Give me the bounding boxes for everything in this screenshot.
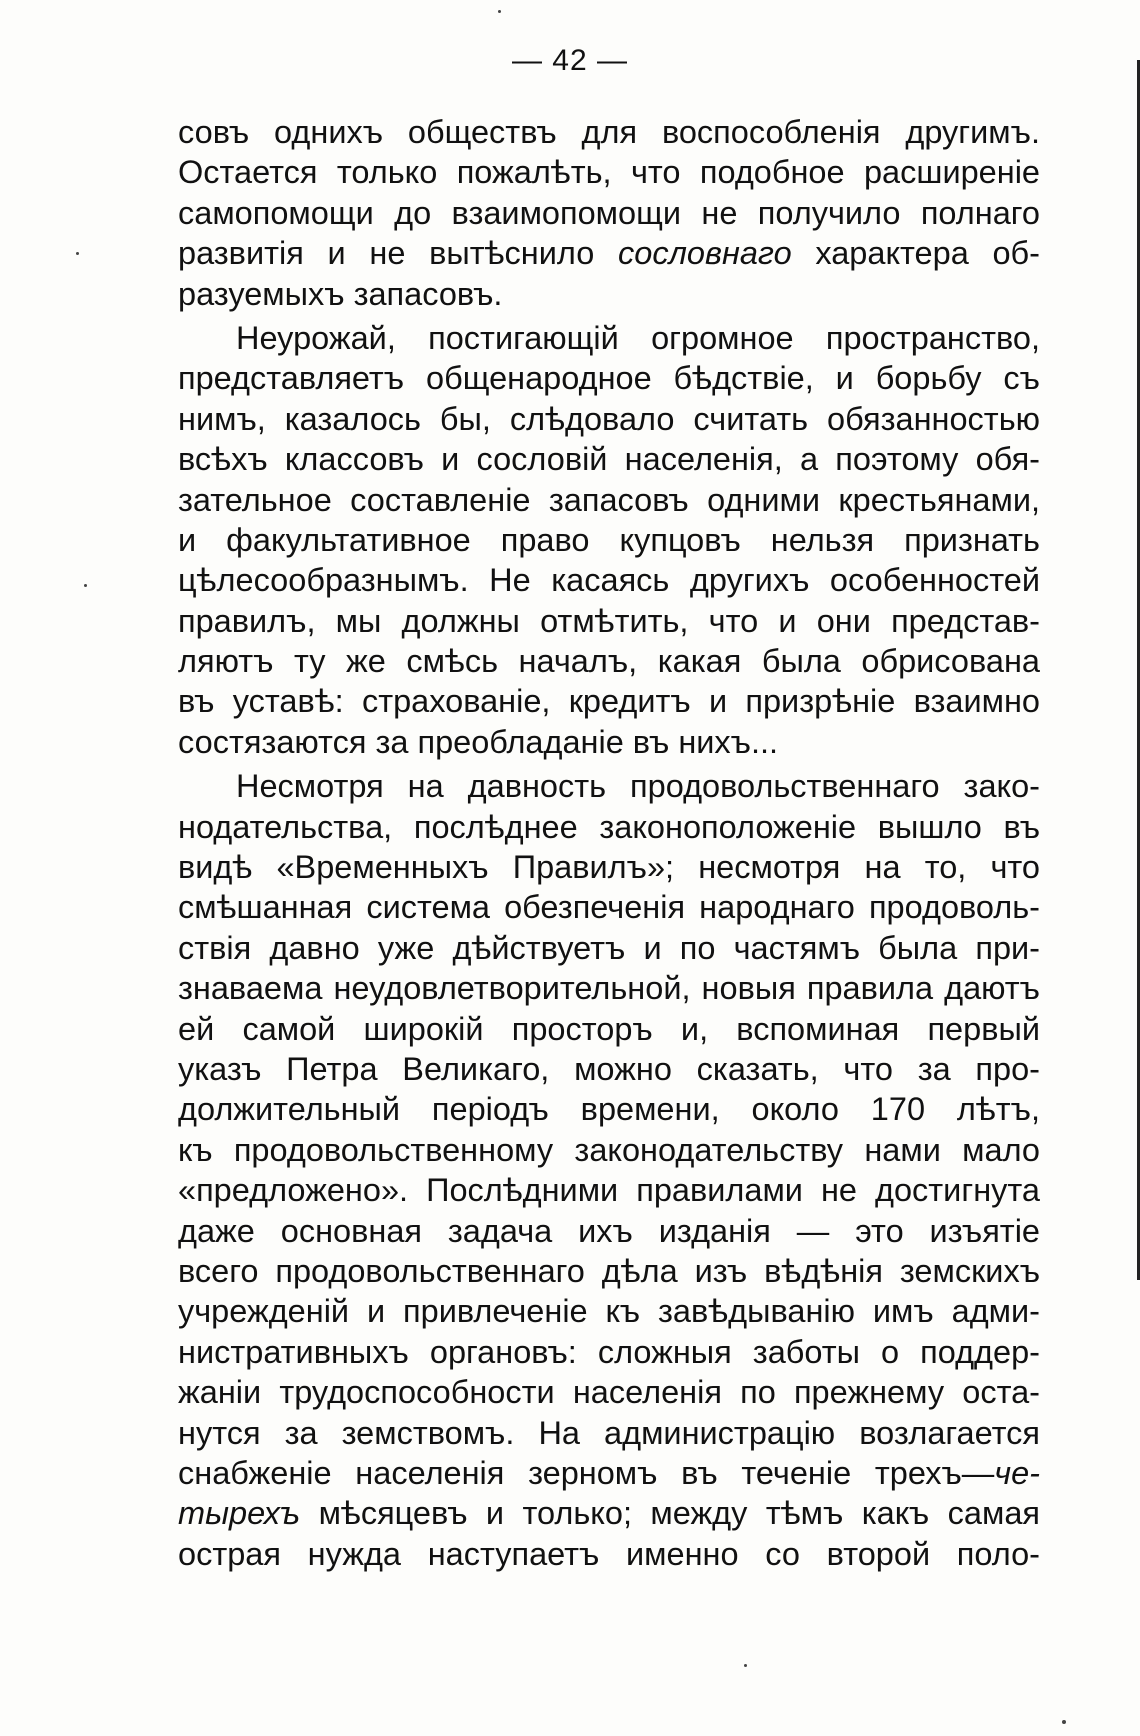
scan-speck xyxy=(498,10,501,13)
text-line: совъ однихъ обществъ для воспособленія другимъ. xyxy=(178,114,1040,150)
text-line: въ уставѣ: страхованіе, кредитъ и призрѣніе взаимно xyxy=(178,683,1040,720)
text-line: цѣлесообразнымъ. Не касаясь другихъ особенностей xyxy=(178,562,1040,599)
scan-speck xyxy=(744,1664,747,1667)
text-line: знаваема неудовлетворительной, новыя правила даютъ xyxy=(178,970,1040,1007)
text-line: острая нужда наступаетъ именно со второй поло- xyxy=(178,1535,1040,1572)
italic-word: че- xyxy=(994,1454,1040,1491)
text-line: самопомощи до взаимопомощи не получило полнаго xyxy=(178,194,1040,231)
text-line: ей самой широкій просторъ и, вспоминая первый xyxy=(178,1010,1040,1047)
text-line: и факультативное право купцовъ нельзя признать xyxy=(178,521,1040,558)
scan-speck xyxy=(1062,1720,1066,1724)
scan-speck xyxy=(84,584,87,587)
italic-word: тырехъ xyxy=(178,1495,301,1532)
text-line: всего продовольственнаго дѣла изъ вѣдѣнія земскихъ xyxy=(178,1252,1040,1289)
text-line: зательное составленіе запасовъ одними крестьянами, xyxy=(178,481,1040,518)
text-line: смѣшанная система обезпеченія народнаго продоволь- xyxy=(178,889,1040,926)
text-line: нутся за земствомъ. На администрацію возлагается xyxy=(178,1414,1040,1451)
text-line: нодательства, послѣднее законоположеніе вышло въ xyxy=(178,808,1040,845)
text-line: даже основная задача ихъ изданія — это изъятіе xyxy=(178,1212,1040,1249)
text-line: состязаются за преобладаніе въ нихъ... xyxy=(178,723,779,760)
text-line: Остается только пожалѣть, что подобное расширеніе xyxy=(178,154,1040,191)
text-line: нимъ, казалось бы, слѣдовало считать обязанностью xyxy=(178,400,1040,437)
text-line-with-italic: снабженіе населенія зерномъ въ теченіе трехъ—че- xyxy=(178,1454,1040,1491)
text-line: нистративныхъ органовъ: сложныя заботы о поддер- xyxy=(178,1333,1040,1370)
text-line: «предложено». Послѣдними правилами не достигнута xyxy=(178,1172,1040,1209)
text-line: правилъ, мы должны отмѣтить, что и они представ- xyxy=(178,602,1040,639)
text-line: разуемыхъ запасовъ. xyxy=(178,275,503,312)
text-line: учрежденій и привлеченіе къ завѣдыванію имъ адми- xyxy=(178,1293,1040,1330)
text-line: должительный періодъ времени, около 170 лѣтъ, xyxy=(178,1091,1040,1128)
text-line: указъ Петра Великаго, можно сказать, что за про- xyxy=(178,1050,1040,1087)
body-text xyxy=(178,112,1040,1574)
text-line: Неурожай, постигающій огромное пространство, xyxy=(236,319,1040,356)
text-line: всѣхъ классовъ и сословій населенія, а поэтому обя- xyxy=(178,441,1040,478)
text-line-with-italic: тырехъ мѣсяцевъ и только; между тѣмъ какъ самая xyxy=(178,1495,1040,1532)
text-line: къ продовольственному законодательству нами мало xyxy=(178,1131,1040,1168)
scan-speck xyxy=(76,252,79,255)
text-line: жаніи трудоспособности населенія по прежнему оста- xyxy=(178,1374,1040,1411)
text-line: Несмотря на давность продовольственнаго зако- xyxy=(236,768,1040,805)
text-line: ляютъ ту же смѣсь началъ, какая была обрисована xyxy=(178,643,1040,680)
paragraph xyxy=(178,766,1040,1574)
page-number: — 42 — xyxy=(511,44,629,77)
text-line: видѣ «Временныхъ Правилъ»; несмотря на то, что xyxy=(178,849,1040,886)
text-line: ствія давно уже дѣйствуетъ и по частямъ была при- xyxy=(178,929,1040,966)
paragraph xyxy=(178,112,1040,314)
text-line-with-italic: развитія и не вытѣснило сословнаго характера об- xyxy=(178,235,1040,272)
italic-word: сословнаго xyxy=(618,235,792,272)
text-line: представляетъ общенародное бѣдствіе, и борьбу съ xyxy=(178,360,1040,397)
paragraph xyxy=(178,318,1040,762)
